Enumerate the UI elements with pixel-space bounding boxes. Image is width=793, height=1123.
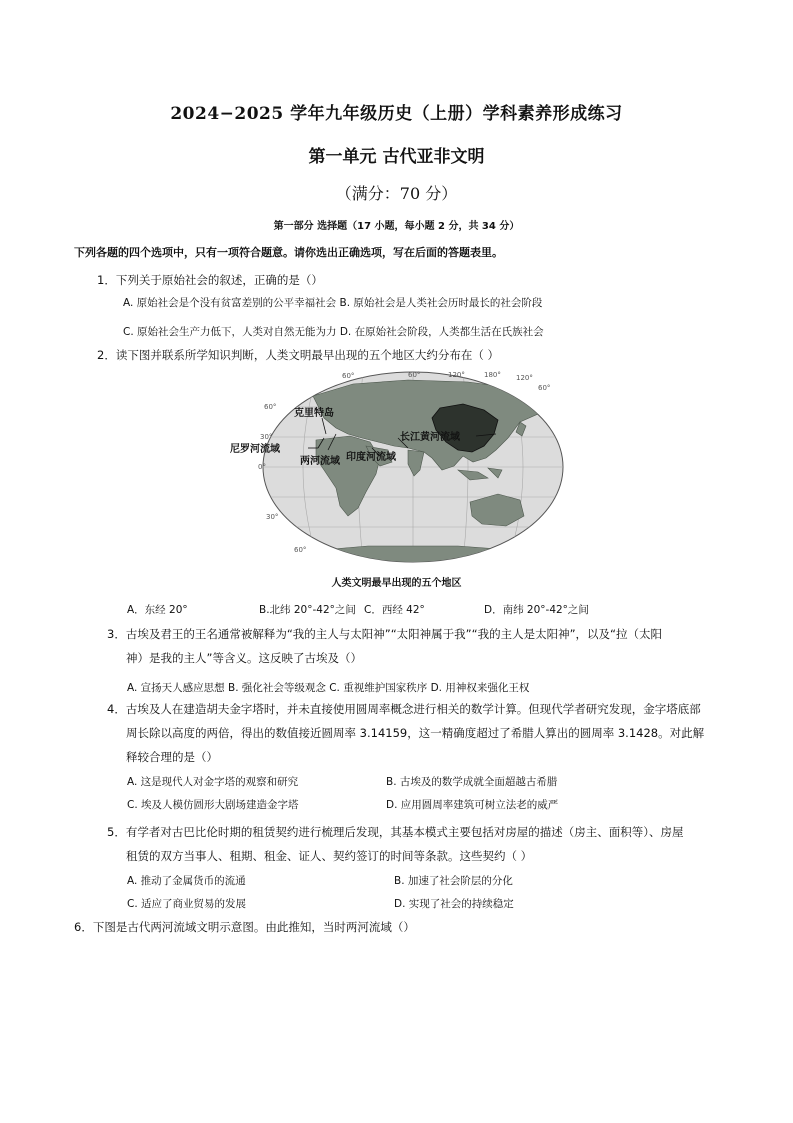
q2-option-c: C．西经 42°	[364, 604, 425, 616]
label-indus: 印度河流域	[346, 452, 396, 463]
label-nile: 尼罗河流域	[230, 444, 280, 455]
q3-options: A. 宣扬天人感应思想 B. 强化社会等级观念 C. 重视维护国家秩序 D. 用神权来强化王权	[127, 682, 530, 694]
lat-tick: 30°	[260, 433, 273, 441]
q4-option-a: A. 这是现代人对金字塔的观察和研究	[127, 776, 299, 788]
q5-option-a: A. 推动了金属货币的流通	[127, 875, 246, 887]
label-mesopotamia: 两河流域	[300, 456, 340, 467]
q1-stem: 1．下列关于原始社会的叙述，正确的是（）	[97, 273, 323, 287]
q2-option-d: D．南纬 20°-42°之间	[484, 604, 589, 616]
instruction-text: 下列各题的四个选项中，只有一项符合题意。请你选出正确选项，写在后面的答题表里。	[74, 246, 503, 259]
world-map-figure	[230, 366, 568, 566]
lon-tick: 60°	[408, 371, 421, 379]
q1-options-ab: A. 原始社会是个没有贫富差别的公平幸福社会 B. 原始社会是人类社会历时最长的社会阶段	[123, 297, 543, 309]
q5-option-c: C. 适应了商业贸易的发展	[127, 898, 247, 910]
q4-option-c: C. 埃及人模仿圆形大剧场建造金字塔	[127, 799, 299, 811]
q4-stem-line2: 周长除以高度的两倍，得出的数值接近圆周率 3.14159，这一精确度超过了希腊人算出的圆周率 3.1428。对此解	[126, 726, 705, 740]
unit-title: 第一单元 古代亚非文明	[308, 147, 485, 167]
q2-stem: 2．读下图并联系所学知识判断，人类文明最早出现的五个地区大约分布在（ ）	[97, 348, 499, 362]
section-heading: 第一部分 选择题（17 小题，每小题 2 分，共 34 分）	[273, 221, 520, 232]
lat-tick: 60°	[264, 403, 277, 411]
q5-stem-line1: 5．有学者对古巴比伦时期的租赁契约进行梳理后发现，其基本模式主要包括对房屋的描述（房主、面积等）、房屋	[107, 825, 684, 839]
map-caption: 人类文明最早出现的五个地区	[331, 578, 462, 589]
label-yangtze: 长江黄河流域	[400, 432, 460, 443]
lat-tick: 0°	[258, 463, 266, 471]
q1-options-cd: C. 原始社会生产力低下，人类对自然无能为力 D. 在原始社会阶段，人类都生活在氏族社会	[123, 326, 544, 338]
lat-tick: 60°	[294, 546, 307, 554]
exam-title: 2024−2025 学年九年级历史（上册）学科素养形成练习	[170, 104, 623, 124]
lon-tick: 120°	[448, 371, 465, 379]
label-crete: 克里特岛	[294, 408, 334, 419]
q4-option-d: D. 应用圆周率建筑可树立法老的威严	[386, 799, 559, 811]
lat-tick: 30°	[266, 513, 279, 521]
full-score: （满分：70 分）	[335, 184, 458, 203]
lon-tick: 60°	[342, 372, 355, 380]
q5-option-d: D. 实现了社会的持续稳定	[394, 898, 514, 910]
q4-option-b: B. 古埃及的数学成就全面超越古希腊	[386, 776, 558, 788]
q5-stem-line2: 租赁的双方当事人、租期、租金、证人、契约签订的时间等条款。这些契约（ ）	[126, 849, 533, 863]
q4-stem-line1: 4．古埃及人在建造胡夫金字塔时，并未直接使用圆周率概念进行相关的数学计算。但现代学者研究发现，金字塔底部	[107, 702, 701, 716]
lon-tick: 60°	[538, 384, 551, 392]
q3-stem-line2: 神）是我的主人”等含义。这反映了古埃及（）	[126, 651, 362, 665]
q2-option-a: A．东经 20°	[127, 604, 188, 616]
lon-tick: 120°	[516, 374, 533, 382]
q4-stem-line3: 释较合理的是（）	[126, 750, 218, 764]
q3-stem-line1: 3．古埃及君王的王名通常被解释为“我的主人与太阳神”“太阳神属于我”“我的主人是太阳神”，以及“拉（太阳	[107, 627, 663, 641]
q6-stem: 6．下图是古代两河流域文明示意图。由此推知，当时两河流域（）	[74, 920, 415, 934]
lon-tick: 180°	[484, 371, 501, 379]
q5-option-b: B. 加速了社会阶层的分化	[394, 875, 513, 887]
q2-option-b: B.北纬 20°-42°之间	[259, 604, 356, 616]
